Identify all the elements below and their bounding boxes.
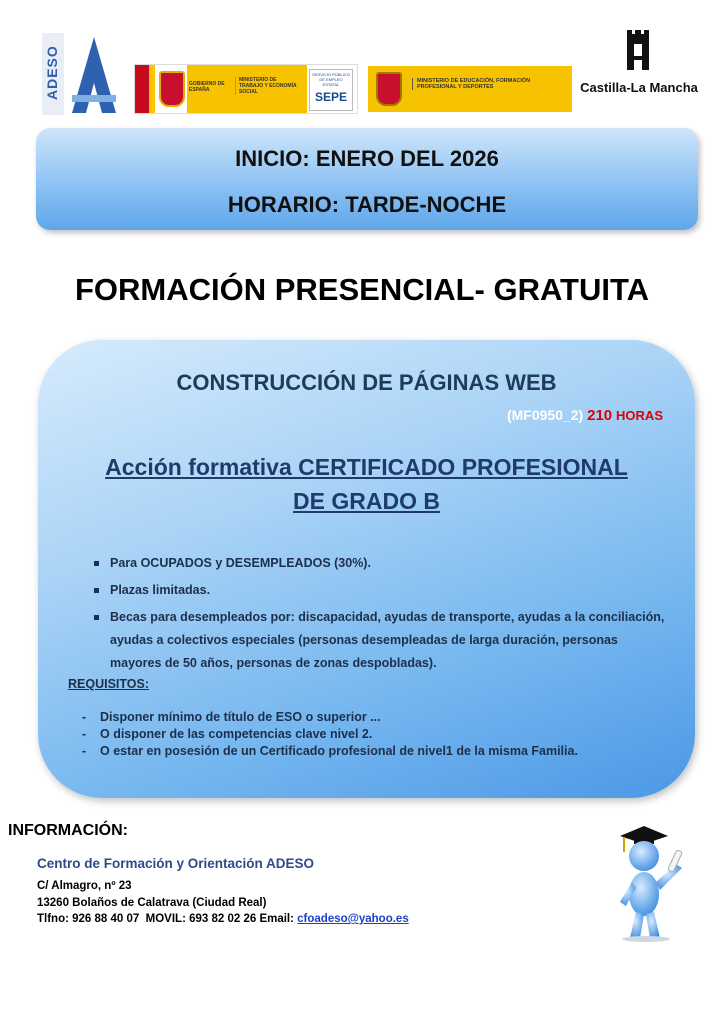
castle-icon [625,30,651,74]
accion-formativa-heading [38,450,695,518]
email-link[interactable]: cfoadeso@yahoo.es [297,913,409,925]
center-name: Centro de Formación y Orientación ADESO [37,856,315,871]
gobierno-logo [134,64,358,114]
clm-name: Castilla-La Mancha [580,80,698,95]
coat-of-arms-icon [376,72,402,106]
address-city: 13260 Bolaños de Calatrava (Ciudad Real) [37,897,267,909]
graduate-figure-icon [610,822,700,942]
sepe-logo [309,69,353,111]
accion-line-1: Acción formativa CERTIFICADO PROFESIONAL [105,454,628,480]
course-hours: 210 [587,407,613,424]
gobierno-text: GOBIERNO DE ESPAÑA [189,81,225,93]
address-street: C/ Almagro, nº 23 [37,880,132,892]
start-date: INICIO: ENERO DEL 2026 [235,146,499,171]
ministerio-educacion-logo [368,66,572,112]
course-hours-label: HORAS [616,408,663,423]
castilla-la-mancha-logo [579,26,699,106]
list-item: - O disponer de las competencias clave nivel 2. [82,726,672,743]
ministerio-educacion-text: MINISTERIO DE EDUCACIÓN, FORMACIÓN PROFESIONAL Y DEPORTES [412,78,567,90]
list-item: - O estar en posesión de un Certificado profesional de nivel1 de la misma Familia. [82,743,672,760]
info-heading: INFORMACIÓN: [8,822,128,839]
adeso-logo [42,33,118,115]
accion-line-2: DE GRADO B [293,488,440,514]
sepe-text: SEPE [314,90,347,104]
adeso-logo-text: ADESO [44,45,60,101]
page-title: FORMACIÓN PRESENCIAL- GRATUITA [74,272,650,307]
course-title: CONSTRUCCIÓN DE PÁGINAS WEB [176,370,557,395]
ministerio-trabajo-text: MINISTERIO DE TRABAJO Y ECONOMÍA SOCIAL [235,77,301,95]
requisitos-label: REQUISITOS: [68,677,150,691]
sepe-subtitle: SERVICIO PÚBLICO DE EMPLEO ESTATAL [312,72,350,87]
list-item: Para OCUPADOS y DESEMPLEADOS (30%). [88,552,668,575]
list-item: - Disponer mínimo de título de ESO o superior ... [82,709,672,726]
list-item: Plazas limitadas. [88,579,668,602]
phone-numbers: Tlfno: 926 88 40 07 MOVIL: 693 82 02 26 Email: [37,913,298,925]
benefits-list [88,552,668,679]
course-code-line [38,407,663,424]
course-code: (MF0950_2) [506,407,584,423]
contact-line [37,913,409,925]
list-item: Becas para desempleados por: discapacidad, ayudas de transporte, ayudas a la conciliación, ayudas a colectivos especiales (personas desempleadas de larga duración, personas mayores de 50 años, personas de zonas despobladas). [88,606,668,675]
coat-of-arms-icon [159,71,185,107]
requirements-list [82,709,672,760]
course-panel [38,340,695,798]
schedule: HORARIO: TARDE-NOCHE [227,192,507,217]
start-date-banner [36,128,698,230]
